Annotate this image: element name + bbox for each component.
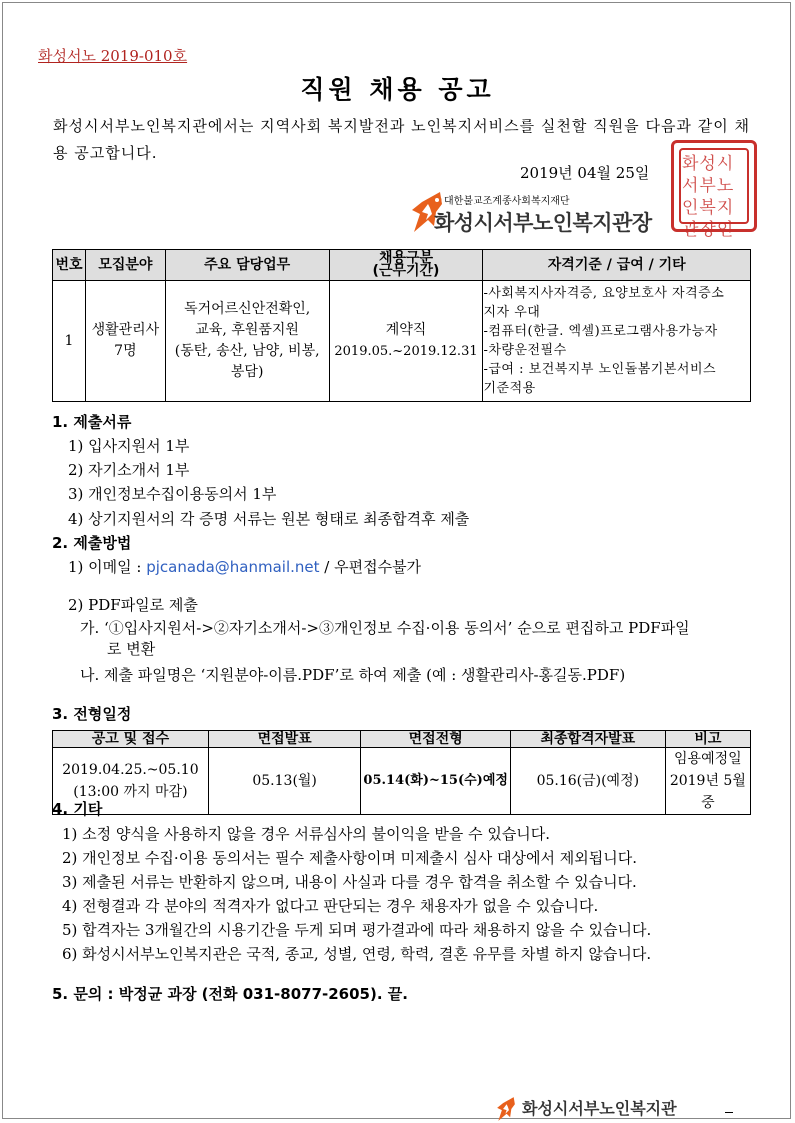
header-type: 채용구분 (근무기간)	[329, 250, 483, 281]
cell-final: 05.16(금)(예정)	[510, 748, 665, 815]
header-note: 비고	[665, 731, 750, 748]
section-title-schedule: 3. 전형일정	[52, 705, 132, 723]
table-row	[53, 281, 751, 402]
email-line: 1) 이메일 : pjcanada@hanmail.net / 우편접수불가	[68, 558, 422, 576]
list-item: 4) 전형결과 각 분야의 적격자가 없다고 판단되는 경우 채용자가 없을 수 있습니다.	[62, 897, 599, 915]
schedule-table	[52, 730, 751, 815]
foundation-emblem-icon	[432, 195, 442, 205]
header-field: 모집분야	[85, 250, 165, 281]
cell-interview-notice: 05.13(월)	[208, 748, 361, 815]
row-duties: 독거어르신안전확인, 교육, 후원품지원 (동탄, 송산, 남양, 비봉, 봉담)	[165, 281, 329, 402]
seal-stamp	[671, 140, 757, 240]
header-final: 최종합격자발표	[510, 731, 665, 748]
row-field: 생활관리사 7명	[85, 281, 165, 402]
pdf-instruction-na: 나. 제출 파일명은 ‘지원분야-이름.PDF’로 하여 제출 (예 : 생활관리사-홍길동.PDF)	[80, 666, 626, 684]
list-item: 5) 합격자는 3개월간의 시용기간을 두게 되며 평가결과에 따라 채용하지 않을 수 있습니다.	[62, 921, 652, 939]
pdf-line: 2) PDF파일로 제출	[68, 596, 198, 614]
list-item: 3) 개인정보수집이용동의서 1부	[68, 485, 277, 503]
header-qualification: 자격기준 / 급여 / 기타	[483, 250, 751, 281]
header-duties: 주요 담당업무	[165, 250, 329, 281]
header-interview: 면접전형	[361, 731, 510, 748]
list-item: 1) 입사지원서 1부	[68, 437, 190, 455]
row-no: 1	[53, 281, 86, 402]
document-serial: 화성서노 2019-010호	[38, 47, 188, 65]
header-announce: 공고 및 접수	[53, 731, 209, 748]
list-item: 6) 화성시서부노인복지관은 국적, 종교, 성별, 연령, 학력, 결혼 유무를 차별 하지 않습니다.	[62, 945, 652, 963]
cell-announce: 2019.04.25.~05.10 (13:00 까지 마감)	[53, 748, 209, 815]
row-type: 계약직 2019.05.~2019.12.31	[329, 281, 483, 402]
list-item: 2) 자기소개서 1부	[68, 461, 190, 479]
row-qualification: -사회복지사자격증, 요양보호사 자격증소 지자 우대 -컴퓨터(한글. 엑셀)프로그램사용가능자 -차량운전필수 -급여 : 보건복지부 노인돌봄기본서비스 기준적용	[483, 281, 751, 402]
cell-note: 임용예정일 2019년 5월 중	[665, 748, 750, 815]
job-table	[52, 249, 751, 402]
notice-date: 2019년 04월 25일	[520, 164, 650, 182]
footer-org-name: 화성시서부노인복지관	[522, 1099, 677, 1118]
header-no: 번호	[53, 250, 86, 281]
schedule-header	[53, 731, 751, 748]
job-table-header	[53, 250, 751, 281]
pdf-instruction-ga: 가. ‘①입사지원서->②자기소개서->③개인정보 수집·이용 동의서’ 순으로 편집하고 PDF파일 로 변환	[80, 619, 690, 658]
intro-text: 화성시서부노인복지관에서는 지역사회 복지발전과 노인복지서비스를 실천할 직원을 다음과 같이 채용 공고합니다.	[53, 117, 750, 162]
page-title: 직원 채용 공고	[300, 75, 495, 104]
contact-line: 5. 문의 : 박정균 과장 (전화 031-8077-2605). 끝.	[52, 985, 408, 1003]
list-item: 2) 개인정보 수집·이용 동의서는 필수 제출사항이며 미제출시 심사 대상에서 제외됩니다.	[62, 849, 637, 867]
header-interview-notice: 면접발표	[208, 731, 361, 748]
email-link[interactable]: pjcanada@hanmail.net	[146, 558, 320, 576]
section-title-etc: 4. 기타	[52, 800, 103, 818]
list-item: 3) 제출된 서류는 반환하지 않으며, 내용이 사실과 다를 경우 합격을 취소할 수 있습니다.	[62, 873, 637, 891]
logo-org-name: 화성시서부노인복지관장	[434, 211, 652, 235]
logo-foundation-name: 대한불교조계종사회복지재단	[444, 196, 570, 207]
footer-logo-icon	[494, 1096, 518, 1122]
list-item: 4) 상기지원서의 각 증명 서류는 원본 형태로 최종합격후 제출	[68, 510, 470, 528]
cell-interview: 05.14(화)~15(수)예정	[361, 748, 510, 815]
list-item: 1) 소정 양식을 사용하지 않을 경우 서류심사의 불이익을 받을 수 있습니다.	[62, 825, 551, 843]
table-row	[53, 748, 751, 815]
section-title-documents: 1. 제출서류	[52, 413, 132, 431]
section-title-method: 2. 제출방법	[52, 534, 132, 552]
seal-text: 화성시서부노인복지관장인	[682, 154, 735, 240]
footer-mark	[725, 1112, 733, 1113]
